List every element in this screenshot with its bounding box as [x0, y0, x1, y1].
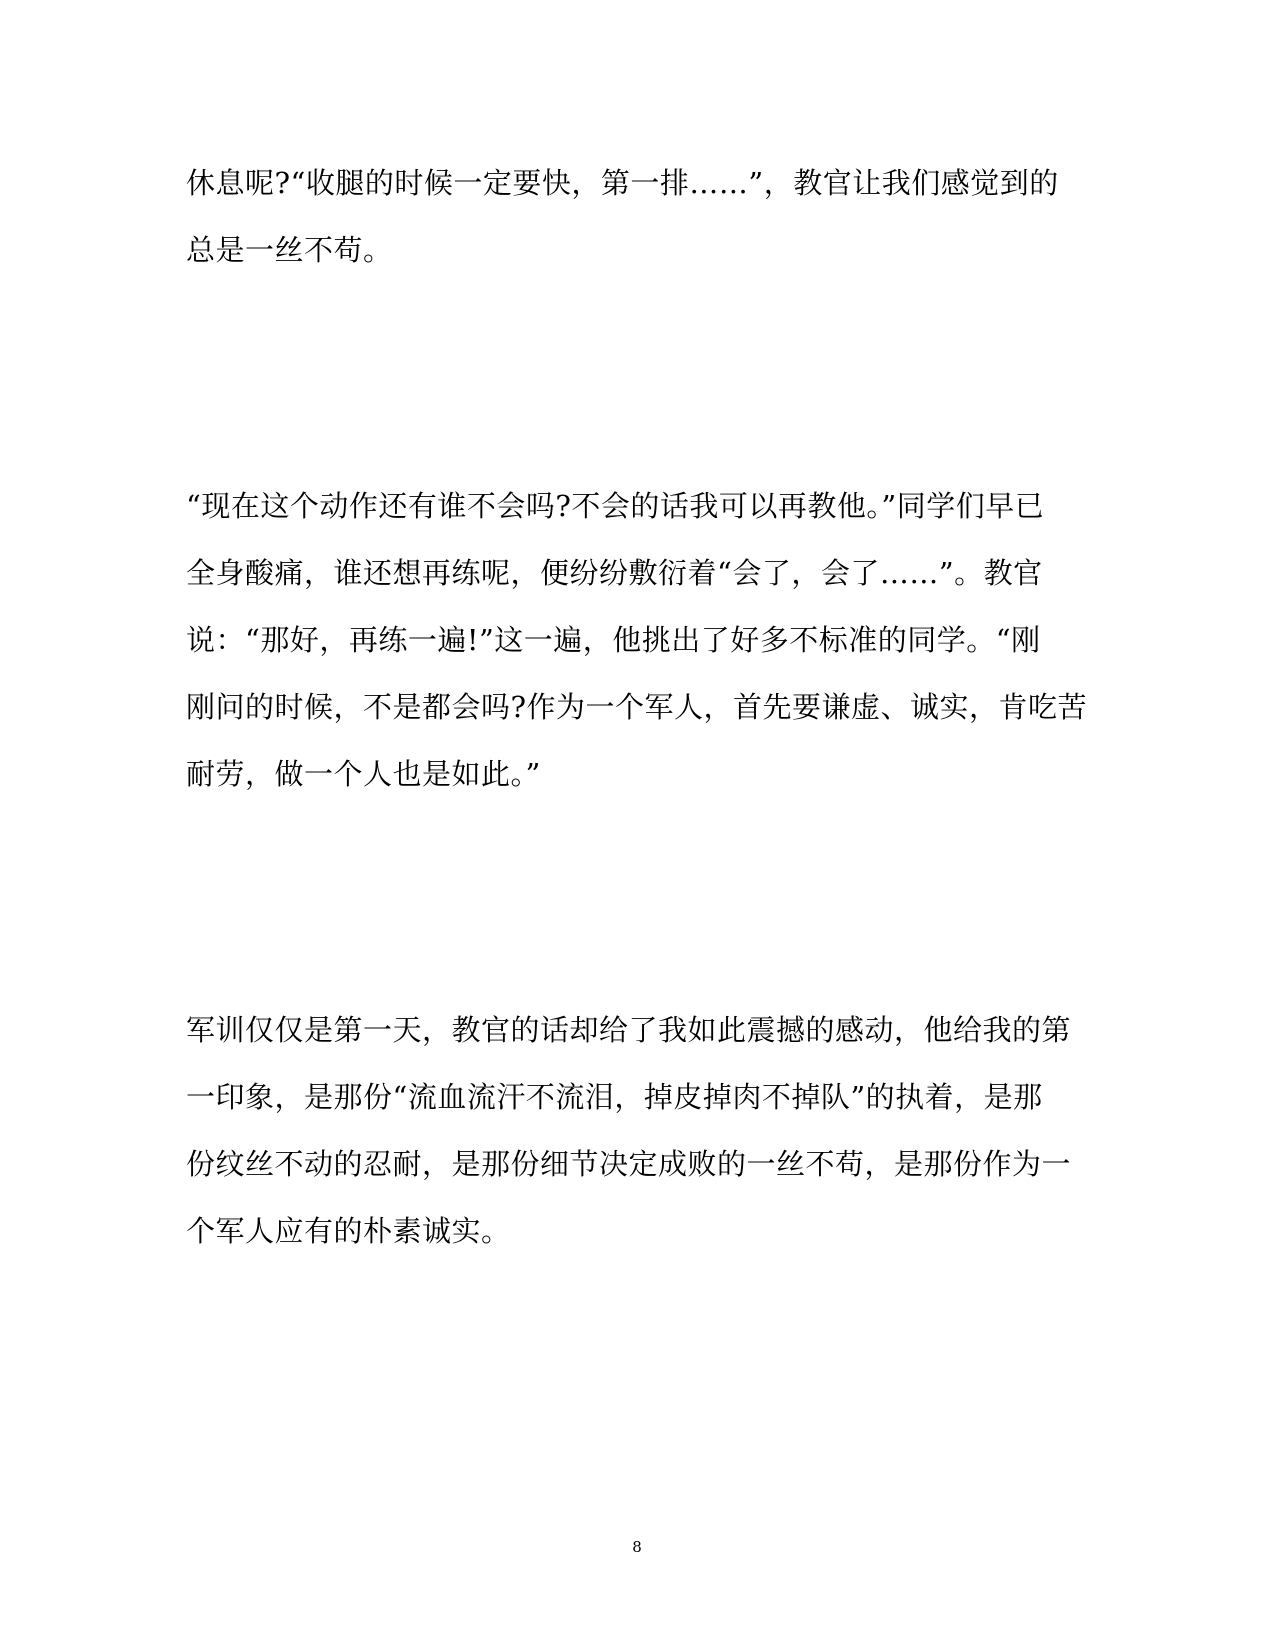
paragraph-3-line-3: 份纹丝不动的忍耐，是那份细节决定成败的一丝不苟，是那份作为一: [186, 1147, 1072, 1181]
paragraph-3-line-4: 个军人应有的朴素诚实。: [186, 1214, 511, 1248]
paragraph-2-line-2: 全身酸痛，谁还想再练呢，便纷纷敷衍着“会了，会了……”。教官: [186, 556, 1043, 590]
paragraph-1-line-2: 总是一丝不苟。: [186, 233, 393, 267]
paragraph-2-line-1: “现在这个动作还有谁不会吗?不会的话我可以再教他。”同学们早已: [186, 489, 1045, 523]
paragraph-2-line-4: 刚问的时候，不是都会吗?作为一个军人，首先要谦虚、诚实，肯吃苦: [186, 690, 1088, 724]
page-number: 8: [632, 1538, 642, 1556]
paragraph-1-line-1: 休息呢?“收腿的时候一定要快，第一排……”，教官让我们感觉到的: [186, 166, 1059, 200]
paragraph-2-line-5: 耐劳，做一个人也是如此。”: [186, 757, 541, 791]
paragraph-3-line-2: 一印象，是那份“流血流汗不流泪，掉皮掉肉不掉队”的执着，是那: [186, 1080, 1043, 1114]
paragraph-3-line-1: 军训仅仅是第一天，教官的话却给了我如此震撼的感动，他给我的第: [186, 1013, 1072, 1047]
paragraph-2-line-3: 说：“那好，再练一遍!”这一遍，他挑出了好多不标准的同学。“刚: [186, 623, 1041, 657]
